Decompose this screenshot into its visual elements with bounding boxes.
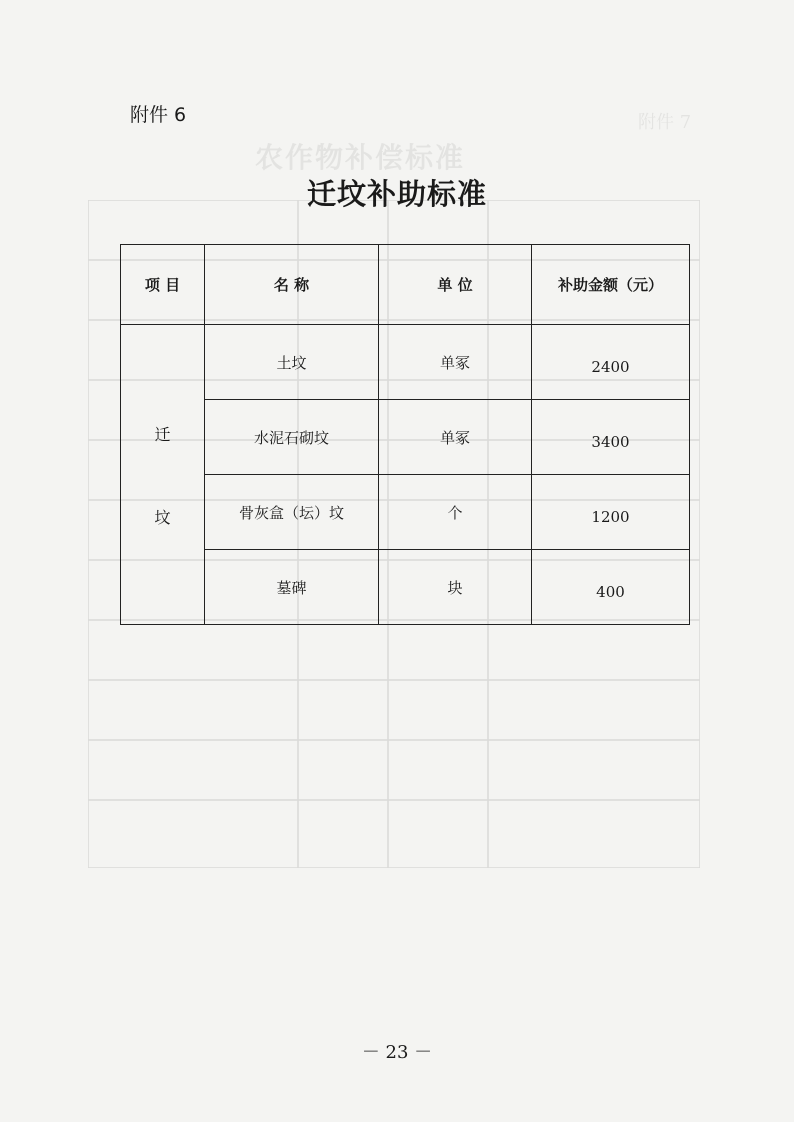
row-amount bbox=[532, 550, 690, 625]
row-amount bbox=[532, 475, 690, 550]
category-char: 坟 bbox=[154, 507, 171, 527]
table-row bbox=[121, 400, 690, 475]
row-unit: 单冢 bbox=[379, 325, 532, 400]
attachment-label: 附件 6 bbox=[130, 104, 187, 126]
row-name: 骨灰盒（坛）坟 bbox=[205, 475, 379, 550]
amount-value: 400 bbox=[596, 583, 625, 601]
category-char: 迁 bbox=[154, 424, 171, 444]
amount-value: 2400 bbox=[591, 358, 630, 376]
page-title: 迁坟补助标准 bbox=[306, 177, 487, 211]
row-unit: 单冢 bbox=[379, 400, 532, 475]
table-row bbox=[121, 550, 690, 625]
category-cell bbox=[121, 325, 205, 625]
row-amount bbox=[532, 325, 690, 400]
table-row bbox=[121, 325, 690, 400]
row-unit: 个 bbox=[379, 475, 532, 550]
header-unit: 单 位 bbox=[379, 245, 532, 325]
row-name: 土坟 bbox=[205, 325, 379, 400]
header-item: 项 目 bbox=[121, 245, 205, 325]
subsidy-table bbox=[120, 244, 690, 625]
row-name: 墓碑 bbox=[205, 550, 379, 625]
amount-value: 3400 bbox=[591, 433, 630, 451]
table-row bbox=[121, 475, 690, 550]
row-unit: 块 bbox=[379, 550, 532, 625]
page-number: － 23 － bbox=[361, 1042, 433, 1063]
table-header-row bbox=[121, 245, 690, 325]
row-name: 水泥石砌坟 bbox=[205, 400, 379, 475]
header-amount: 补助金额（元） bbox=[532, 245, 690, 325]
header-name: 名 称 bbox=[205, 245, 379, 325]
amount-value: 1200 bbox=[591, 508, 630, 526]
bleed-through-text: 农作物补偿标准 bbox=[255, 141, 466, 174]
row-amount bbox=[532, 400, 690, 475]
bleed-through-text: 附件 7 bbox=[638, 112, 692, 133]
